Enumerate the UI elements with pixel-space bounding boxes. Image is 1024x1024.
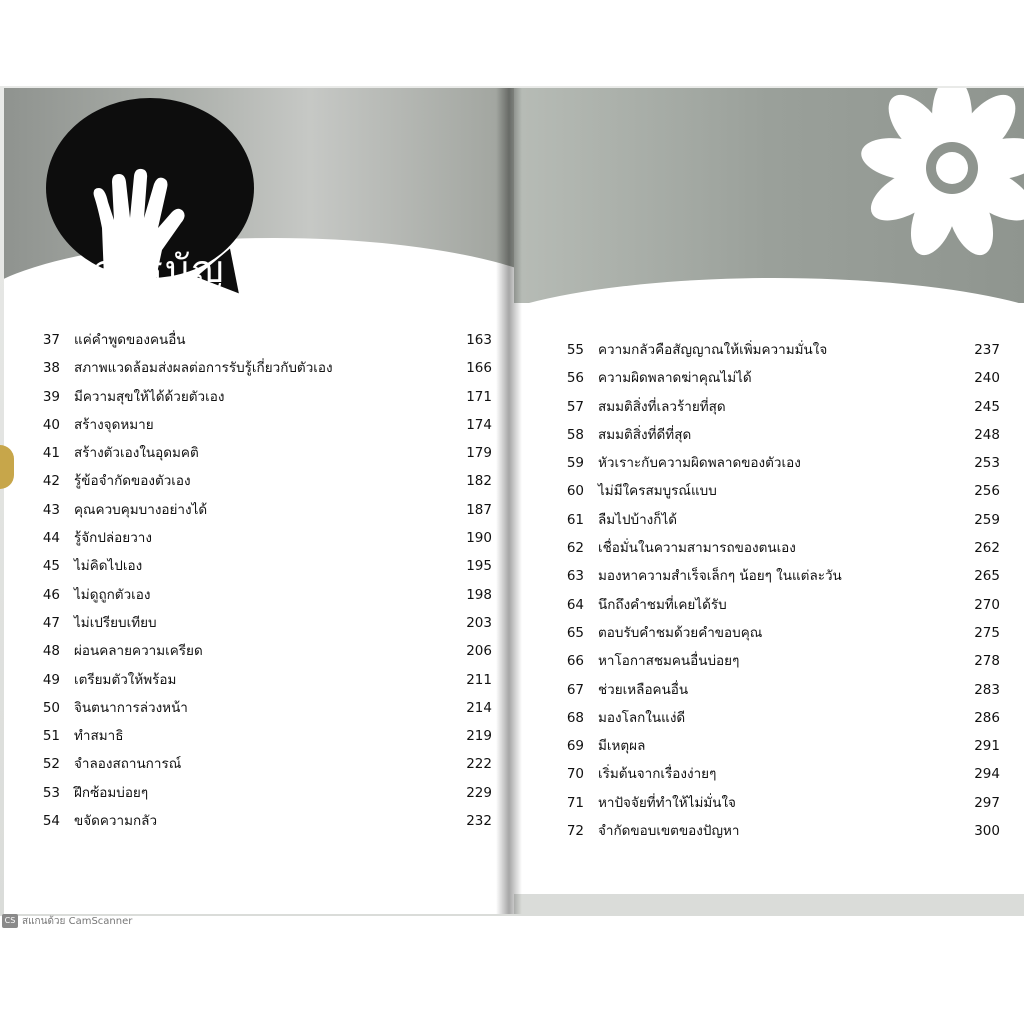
toc-entry[interactable]: [30, 637, 492, 665]
toc-entry[interactable]: [30, 411, 492, 439]
entry-number: 46: [42, 586, 60, 603]
entry-page: 166: [466, 360, 492, 377]
entry-number: 43: [42, 501, 60, 518]
entry-number: 52: [42, 756, 60, 773]
toc-entry[interactable]: [30, 609, 492, 637]
entry-number: 48: [42, 643, 60, 660]
entry-title: รู้จักปล่อยวาง: [74, 530, 152, 547]
toc-entry[interactable]: [30, 807, 492, 835]
entry-number: 38: [42, 360, 60, 377]
entry-page: 206: [466, 643, 492, 660]
entry-page: 187: [466, 501, 492, 518]
entry-number: 58: [566, 426, 584, 443]
entry-title: ความกลัวคือสัญญาณให้เพิ่มความมั่นใจ: [598, 342, 828, 358]
book-gutter-shadow: [496, 88, 522, 914]
entry-page: 245: [974, 398, 1000, 415]
entry-page: 171: [466, 388, 492, 405]
entry-title: สร้างจุดหมาย: [74, 416, 154, 433]
entry-number: 47: [42, 614, 60, 631]
entry-page: 163: [466, 332, 492, 348]
entry-page: 219: [466, 728, 492, 745]
entry-number: 64: [566, 596, 584, 613]
toc-entry[interactable]: [30, 467, 492, 495]
entry-title: ไม่คิดไปเอง: [74, 558, 143, 575]
watermark-text: สแกนด้วย CamScanner: [22, 916, 133, 927]
entry-title: ไม่ดูถูกตัวเอง: [74, 586, 151, 603]
entry-number: 51: [42, 728, 60, 745]
entry-title: เริ่มต้นจากเรื่องง่ายๆ: [598, 766, 717, 783]
entry-number: 65: [566, 624, 584, 641]
toc-entry[interactable]: [554, 704, 1000, 732]
toc-entry[interactable]: [554, 562, 1000, 590]
entry-page: 286: [974, 709, 1000, 726]
toc-entry[interactable]: [554, 421, 1000, 449]
toc-entry[interactable]: [554, 534, 1000, 562]
entry-number: 37: [42, 332, 60, 348]
entry-number: 69: [566, 738, 584, 755]
entry-title: สมมติสิ่งที่เลวร้ายที่สุด: [598, 398, 726, 415]
entry-title: จำลองสถานการณ์: [74, 756, 182, 773]
right-page: [514, 88, 1024, 894]
toc-entry[interactable]: [554, 647, 1000, 675]
entry-page: 232: [466, 813, 492, 830]
entry-page: 190: [466, 530, 492, 547]
entry-page: 278: [974, 653, 1000, 670]
entry-title: สร้างตัวเองในอุดมคติ: [74, 445, 199, 462]
entry-title: หาโอกาสชมคนอื่นบ่อยๆ: [598, 653, 740, 670]
toc-entry[interactable]: [554, 336, 1000, 364]
camscanner-badge: CS: [2, 914, 18, 928]
toc-entry[interactable]: [30, 439, 492, 467]
entry-page: 256: [974, 483, 1000, 500]
entry-title: ไม่เปรียบเทียบ: [74, 614, 157, 631]
entry-title: ฝึกซ้อมบ่อยๆ: [74, 784, 149, 801]
scanner-watermark: [2, 912, 132, 932]
entry-page: 237: [974, 342, 1000, 358]
entry-number: 56: [566, 370, 584, 387]
toc-entry[interactable]: [554, 393, 1000, 421]
entry-number: 54: [42, 813, 60, 830]
toc-entry[interactable]: [554, 676, 1000, 704]
entry-title: สภาพแวดล้อมส่งผลต่อการรับรู้เกี่ยวกับตัวเอง: [74, 360, 333, 377]
toc-entry[interactable]: [554, 619, 1000, 647]
entry-page: 297: [974, 794, 1000, 811]
entry-number: 62: [566, 540, 584, 557]
entry-page: 265: [974, 568, 1000, 585]
entry-page: 211: [466, 671, 492, 688]
entry-number: 59: [566, 455, 584, 472]
entry-page: 253: [974, 455, 1000, 472]
entry-number: 70: [566, 766, 584, 783]
flower-icon: [852, 88, 1024, 288]
entry-title: ตอบรับคำชมด้วยคำขอบคุณ: [598, 624, 763, 641]
entry-page: 179: [466, 445, 492, 462]
entry-title: นึกถึงคำชมที่เคยได้รับ: [598, 596, 727, 613]
entry-title: สมมติสิ่งที่ดีที่สุด: [598, 426, 692, 443]
entry-title: หาปัจจัยที่ทำให้ไม่มั่นใจ: [598, 794, 736, 811]
entry-title: รู้ข้อจำกัดของตัวเอง: [74, 473, 191, 490]
toc-entry[interactable]: [30, 581, 492, 609]
entry-title: ขจัดความกลัว: [74, 813, 158, 830]
toc-entry[interactable]: [30, 779, 492, 807]
entry-number: 40: [42, 416, 60, 433]
entry-page: 262: [974, 540, 1000, 557]
toc-entry[interactable]: [30, 383, 492, 411]
entry-number: 53: [42, 784, 60, 801]
toc-entry[interactable]: [554, 789, 1000, 817]
entry-page: 270: [974, 596, 1000, 613]
toc-entry[interactable]: [30, 666, 492, 694]
entry-page: 283: [974, 681, 1000, 698]
entry-number: 42: [42, 473, 60, 490]
entry-number: 66: [566, 653, 584, 670]
entry-page: 198: [466, 586, 492, 603]
toc-entry[interactable]: [554, 364, 1000, 392]
entry-title: ความผิดพลาดฆ่าคุณไม่ได้: [598, 370, 752, 387]
entry-number: 61: [566, 511, 584, 528]
entry-title: ช่วยเหลือคนอื่น: [598, 681, 689, 698]
entry-page: 294: [974, 766, 1000, 783]
entry-title: จินตนาการล่วงหน้า: [74, 699, 188, 716]
entry-title: จำกัดขอบเขตของปัญหา: [598, 823, 740, 840]
entry-number: 41: [42, 445, 60, 462]
toc-list-left: [30, 326, 492, 835]
entry-title: ผ่อนคลายความเครียด: [74, 643, 203, 660]
toc-entry[interactable]: [554, 760, 1000, 788]
entry-title: ลืมไปบ้างก็ได้: [598, 511, 678, 528]
toc-entry[interactable]: [30, 750, 492, 778]
entry-number: 49: [42, 671, 60, 688]
entry-number: 60: [566, 483, 584, 500]
entry-title: มีเหตุผล: [598, 738, 646, 755]
entry-page: 222: [466, 756, 492, 773]
toc-entry[interactable]: [554, 449, 1000, 477]
entry-title: เตรียมตัวให้พร้อม: [74, 671, 177, 688]
toc-entry[interactable]: [554, 506, 1000, 534]
entry-number: 57: [566, 398, 584, 415]
entry-page: 182: [466, 473, 492, 490]
entry-title: ไม่มีใครสมบูรณ์แบบ: [598, 483, 717, 500]
entry-title: ทำสมาธิ: [74, 728, 124, 745]
toc-entry[interactable]: [554, 817, 1000, 845]
entry-number: 67: [566, 681, 584, 698]
entry-page: 195: [466, 558, 492, 575]
entry-page: 275: [974, 624, 1000, 641]
entry-page: 240: [974, 370, 1000, 387]
entry-number: 50: [42, 699, 60, 716]
entry-page: 291: [974, 738, 1000, 755]
left-page: [4, 88, 514, 914]
entry-number: 63: [566, 568, 584, 585]
entry-title: มีความสุขให้ได้ด้วยตัวเอง: [74, 388, 225, 405]
entry-title: คุณควบคุมบางอย่างได้: [74, 501, 208, 518]
toc-entry[interactable]: [30, 326, 492, 354]
toc-entry[interactable]: [30, 354, 492, 382]
entry-title: หัวเราะกับความผิดพลาดของตัวเอง: [598, 455, 801, 472]
entry-number: 55: [566, 342, 584, 358]
entry-number: 71: [566, 794, 584, 811]
entry-number: 39: [42, 388, 60, 405]
toc-entry[interactable]: [554, 591, 1000, 619]
entry-number: 44: [42, 530, 60, 547]
entry-page: 300: [974, 823, 1000, 840]
entry-page: 248: [974, 426, 1000, 443]
entry-title: มองหาความสำเร็จเล็กๆ น้อยๆ ในแต่ละวัน: [598, 568, 842, 585]
entry-title: มองโลกในแง่ดี: [598, 709, 686, 726]
entry-title: เชื่อมั่นในความสามารถของตนเอง: [598, 540, 796, 557]
toc-entry[interactable]: [30, 524, 492, 552]
entry-page: 259: [974, 511, 1000, 528]
entry-page: 229: [466, 784, 492, 801]
toc-entry[interactable]: [554, 477, 1000, 505]
toc-entry[interactable]: [554, 732, 1000, 760]
toc-entry[interactable]: [30, 694, 492, 722]
entry-page: 214: [466, 699, 492, 716]
entry-title: แค่คำพูดของคนอื่น: [74, 332, 186, 348]
entry-page: 174: [466, 416, 492, 433]
toc-entry[interactable]: [30, 496, 492, 524]
toc-entry[interactable]: [30, 722, 492, 750]
entry-page: 203: [466, 614, 492, 631]
entry-number: 68: [566, 709, 584, 726]
toc-list-right: [554, 336, 1000, 845]
toc-entry[interactable]: [30, 552, 492, 580]
page-title: สารบัญ: [94, 247, 226, 291]
entry-number: 45: [42, 558, 60, 575]
entry-number: 72: [566, 823, 584, 840]
